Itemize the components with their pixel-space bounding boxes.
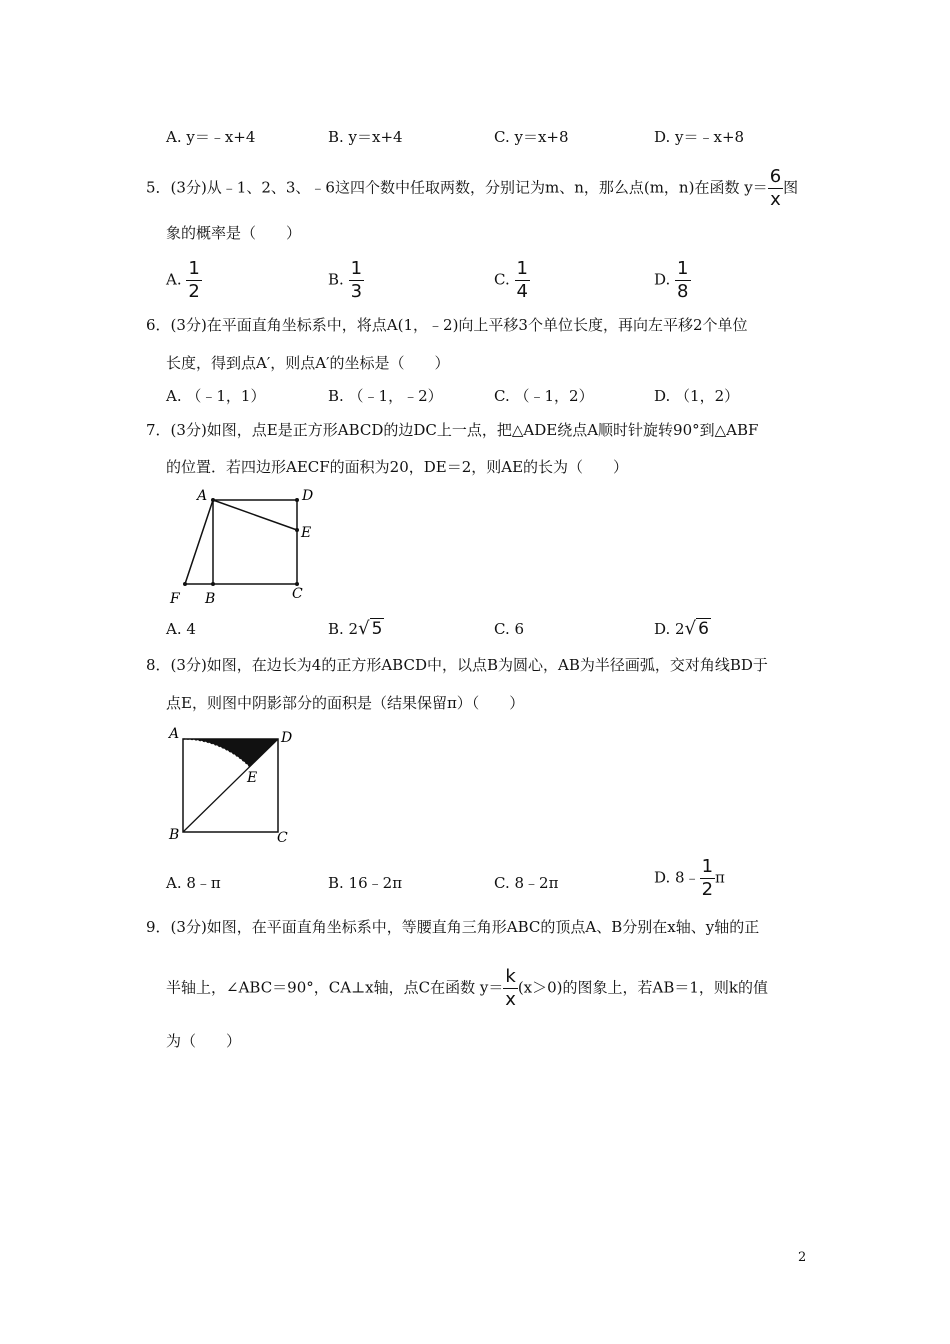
q7-label-f: F [170, 591, 180, 607]
q8-option-d [654, 858, 725, 899]
q5-frac-num: 6 [769, 166, 782, 187]
q4-option-d: D. y＝﹣x+8 [654, 128, 745, 146]
q5-option-c-label: C. [494, 270, 510, 289]
q7-stem-line1: 7．(3分)如图，点E是正方形ABCD的边DC上一点，把△ADE绕点A顺时针旋转90°到△ABF [146, 421, 759, 439]
q8-label-b: B [169, 827, 180, 843]
q7-option-a: A. 4 [166, 620, 196, 638]
q5-option-b-num: 1 [350, 258, 363, 279]
q6-option-d: D. （1，2） [654, 387, 740, 405]
q7-stem-line2: 的位置．若四边形AECF的面积为20，DE＝2，则AE的长为（ ） [166, 458, 629, 476]
q6-option-c: C. （﹣1，2） [494, 387, 594, 405]
q8-label-e: E [247, 770, 258, 786]
q4-option-a: A. y＝﹣x+4 [166, 128, 256, 146]
q5-text-before: 5．(3分)从﹣1、2、3、﹣6这四个数中任取两数，分别记为m、n，那么点(m，n)在函数 y＝ [146, 178, 768, 197]
q7-point-b [211, 582, 215, 586]
q5-frac-den: x [770, 189, 781, 210]
q5-option-d-num: 1 [677, 258, 689, 279]
q9-frac-den: x [505, 989, 516, 1010]
q5-text-after: 图 [783, 178, 799, 197]
q7-segment-ae [213, 500, 297, 530]
q8-option-d-label: D. 8﹣ [654, 868, 700, 887]
q8-stem-line1: 8．(3分)如图，在边长为4的正方形ABCD中，以点B为圆心，AB为半径画弧，交对角线BD于 [146, 656, 768, 674]
page-number: 2 [798, 1250, 807, 1265]
q5-option-d [654, 260, 691, 301]
q7-point-f [183, 582, 187, 586]
q5-option-c-num: 1 [516, 258, 528, 279]
q9-stem-line2 [166, 968, 768, 1009]
q7-option-b-label: B. 2 [328, 620, 359, 638]
q8-label-a: A [169, 726, 180, 742]
q9-text-after: (x＞0)的图象上，若AB＝1，则k的值 [517, 978, 769, 997]
q5-option-a-num: 1 [188, 258, 200, 279]
q8-figure [165, 722, 305, 848]
q7-figure [165, 484, 325, 609]
q9-frac-num: k [505, 966, 516, 987]
q7-option-d-radicand: 6 [698, 619, 709, 639]
q7-option-c: C. 6 [494, 620, 525, 638]
q6-stem-line1: 6．(3分)在平面直角坐标系中，将点A(1，﹣2)向上平移3个单位长度，再向左平移2个单位 [146, 316, 748, 334]
q8-label-c: C [277, 830, 288, 846]
q9-text-before: 半轴上，∠ABC＝90°，CA⊥x轴，点C在函数 y＝ [166, 978, 504, 997]
q8-option-d-num: 1 [701, 856, 714, 877]
q8-diagonal-bd [183, 739, 278, 832]
q9-stem-line1: 9．(3分)如图，在平面直角坐标系中，等腰直角三角形ABC的顶点A、B分别在x轴、y轴的正 [146, 918, 760, 936]
q9-stem-line3: 为（ ） [166, 1032, 242, 1050]
q5-option-b [328, 260, 364, 301]
q7-option-b-sqrt: √ 5 [358, 618, 383, 639]
q8-option-a: A. 8﹣π [166, 874, 221, 892]
q5-stem-line2: 象的概率是（ ） [166, 224, 302, 242]
q7-option-d [654, 618, 711, 639]
q5-option-b-den: 3 [350, 281, 363, 302]
q8-stem-line2: 点E，则图中阴影部分的面积是（结果保留π）（ ） [166, 694, 525, 712]
q9-fraction [503, 968, 517, 1009]
q7-point-a [211, 498, 215, 502]
q5-option-b-label: B. [328, 270, 344, 289]
q5-option-a [166, 260, 202, 301]
q5-option-d-label: D. [654, 270, 671, 289]
q7-point-d [295, 498, 299, 502]
q7-label-d: D [302, 488, 314, 504]
q7-label-c: C [292, 586, 303, 602]
q7-label-e: E [301, 525, 312, 541]
q5-option-d-den: 8 [677, 281, 689, 302]
q8-option-b: B. 16﹣2π [328, 874, 403, 892]
q5-stem-line1 [146, 168, 798, 209]
q5-option-a-den: 2 [188, 281, 200, 302]
q7-square-abcd [213, 500, 297, 584]
q5-fraction [768, 168, 783, 209]
q7-label-a: A [197, 488, 208, 504]
q6-option-a: A. （﹣1，1） [166, 387, 266, 405]
q7-option-b-radicand: 5 [371, 619, 383, 639]
q8-option-c: C. 8﹣2π [494, 874, 559, 892]
q5-option-c-den: 4 [516, 281, 528, 302]
q5-option-c [494, 260, 530, 301]
q8-option-d-den: 2 [701, 879, 714, 900]
q6-option-b: B. （﹣1，﹣2） [328, 387, 443, 405]
q7-option-d-label: D. 2 [654, 620, 685, 638]
q4-option-c: C. y＝x+8 [494, 128, 569, 146]
q8-label-d: D [281, 730, 293, 746]
q7-option-d-sqrt: √ 6 [684, 618, 709, 639]
q6-stem-line2: 长度，得到点A′，则点A′的坐标是（ ） [166, 354, 450, 372]
q7-segment-af [185, 500, 213, 584]
q7-point-e [295, 528, 299, 532]
q7-label-b: B [205, 591, 216, 607]
q5-option-a-label: A. [166, 270, 182, 289]
q8-option-d-pi: π [715, 868, 725, 887]
q4-option-b: B. y＝x+4 [328, 128, 403, 146]
q7-option-b [328, 618, 384, 639]
